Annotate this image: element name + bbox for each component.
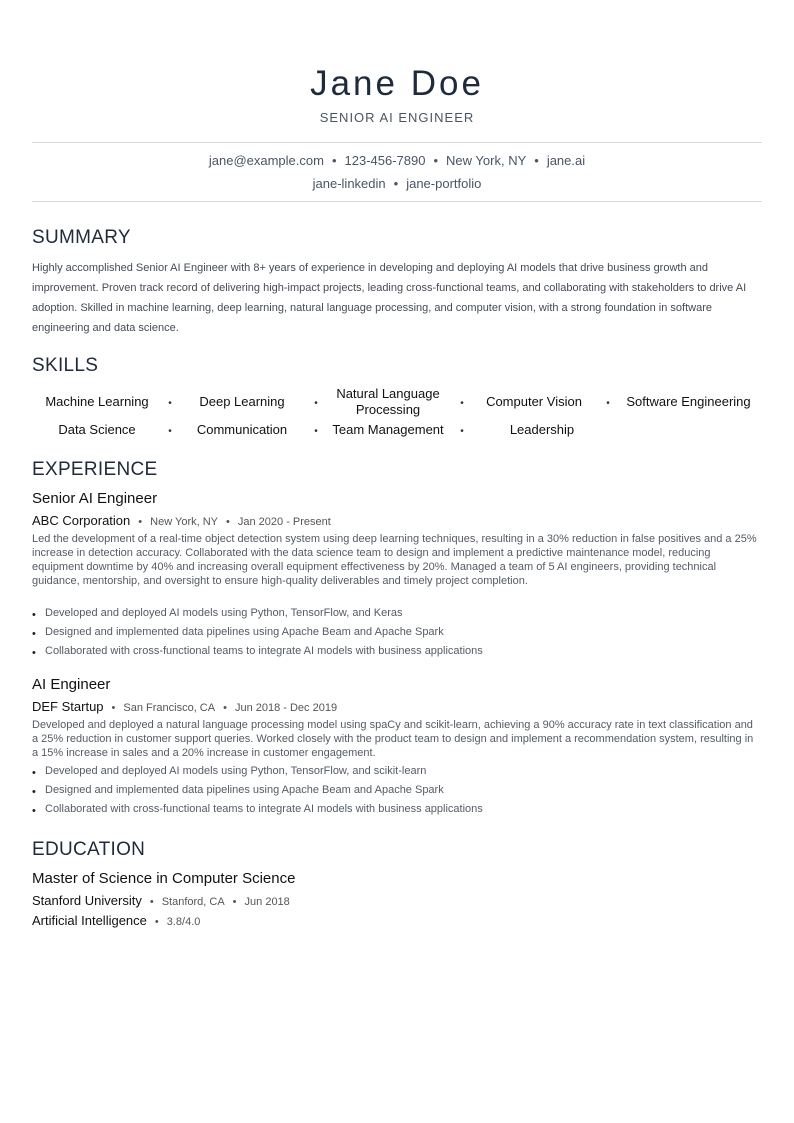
job-location: San Francisco, CA [123, 702, 216, 714]
header-divider-bottom [32, 201, 762, 202]
education-location: Stanford, CA [161, 896, 225, 908]
job-dates: Jan 2020 - Present [237, 516, 331, 528]
skill-separator: • [314, 398, 318, 409]
education-gpa: 3.8/4.0 [166, 916, 201, 928]
meta-separator: • [232, 896, 237, 908]
meta-separator: • [223, 702, 227, 714]
skills-heading: SKILLS [32, 355, 99, 376]
job-bullet: • Collaborated with cross-functional teams to integrate AI models with business applications [32, 644, 762, 658]
summary-heading: SUMMARY [32, 227, 131, 248]
job-meta [32, 513, 331, 530]
meta-separator: • [154, 916, 159, 928]
contact-line-2 [0, 176, 794, 192]
contact-portfolio[interactable]: jane-portfolio [406, 176, 482, 191]
job-company: DEF Startup [32, 699, 104, 714]
header-divider-top [32, 142, 762, 143]
job-meta [32, 699, 337, 716]
education-field: Artificial Intelligence [32, 913, 147, 928]
skill-item: Communication [196, 422, 288, 437]
job-bullet: • Developed and deployed AI models using Python, TensorFlow, and Keras [32, 606, 762, 620]
meta-separator: • [226, 516, 230, 528]
skill-item: Natural Language Processing [336, 386, 440, 417]
contact-phone[interactable]: 123-456-7890 [344, 153, 426, 168]
meta-separator: • [149, 896, 154, 908]
skill-separator: • [460, 426, 464, 437]
skill-item: Leadership [509, 422, 575, 437]
skill-item: Data Science [58, 422, 136, 437]
contact-separator: • [433, 153, 439, 168]
summary-text: Highly accomplished Senior AI Engineer with 8+ years of experience in developing and deploying AI models that drive business growth and improvement. Proven track record of delivering high-impact projects, leading cross-functional teams, and collaborating with stakeholders to drive AI adoption. Skilled in machine learning, deep learning, natural language processing, and computer vision, with a strong foundation in software engineering and data science. [32, 262, 747, 334]
contact-separator: • [393, 176, 399, 191]
skill-item: Deep Learning [199, 394, 285, 409]
meta-separator: • [138, 516, 143, 528]
education-heading: EDUCATION [32, 839, 146, 860]
contact-location: New York, NY [446, 153, 527, 168]
education-school: Stanford University [32, 893, 142, 908]
contact-linkedin[interactable]: jane-linkedin [312, 176, 386, 191]
job-description: Led the development of a real-time object detection system using deep learning techniques, resulting in a 30% reduction in false positives and a 25% increase in detection accuracy. Collaborated with the data science team to design and implement a predictive maintenance model, reducing equipment downtime by 40% and increasing overall equipment effectiveness by 20%. Managed a team of 5 AI engineers, providing technical guidance, mentorship, and oversight to ensure high-quality deliverables and timely project completion. [32, 533, 757, 587]
education-meta [32, 893, 290, 910]
experience-heading: EXPERIENCE [32, 459, 158, 480]
skill-separator: • [460, 398, 464, 409]
job-title: AI Engineer [32, 676, 111, 693]
candidate-name: Jane Doe [310, 64, 484, 103]
job-bullet: • Designed and implemented data pipelines using Apache Beam and Apache Spark [32, 783, 762, 797]
skill-item: Computer Vision [486, 394, 582, 409]
skill-item: Machine Learning [45, 394, 149, 409]
contact-separator: • [331, 153, 337, 168]
education-field-meta [32, 913, 200, 930]
skill-separator: • [168, 426, 172, 437]
education-degree: Master of Science in Computer Science [32, 870, 296, 887]
job-bullet: • Designed and implemented data pipelines using Apache Beam and Apache Spark [32, 625, 762, 639]
job-bullet: • Developed and deployed AI models using Python, TensorFlow, and scikit-learn [32, 764, 762, 778]
job-bullet: • Collaborated with cross-functional teams to integrate AI models with business applications [32, 802, 762, 816]
skill-separator: • [168, 398, 172, 409]
education-date: Jun 2018 [244, 896, 290, 908]
contact-separator: • [534, 153, 539, 168]
job-location: New York, NY [150, 516, 219, 528]
job-title: Senior AI Engineer [32, 490, 158, 507]
contact-website[interactable]: jane.ai [546, 153, 586, 168]
job-description: Developed and deployed a natural language processing model using spaCy and scikit-learn, achieving a 90% accuracy rate in text classification and a 25% reduction in customer support queries. Worked closely with the product team to design and implement a recommendation system, resulting in a 15% increase in sales and a 20% increase in customer engagement. [32, 719, 754, 759]
skill-separator: • [606, 398, 610, 409]
candidate-title: SENIOR AI ENGINEER [319, 110, 475, 125]
contact-line-1 [0, 153, 794, 169]
job-company: ABC Corporation [32, 513, 131, 528]
skill-separator: • [314, 426, 318, 437]
meta-separator: • [111, 702, 116, 714]
skill-item: Team Management [332, 422, 444, 437]
skill-item: Software Engineering [626, 394, 751, 409]
job-dates: Jun 2018 - Dec 2019 [234, 702, 338, 714]
contact-email[interactable]: jane@example.com [208, 153, 324, 168]
